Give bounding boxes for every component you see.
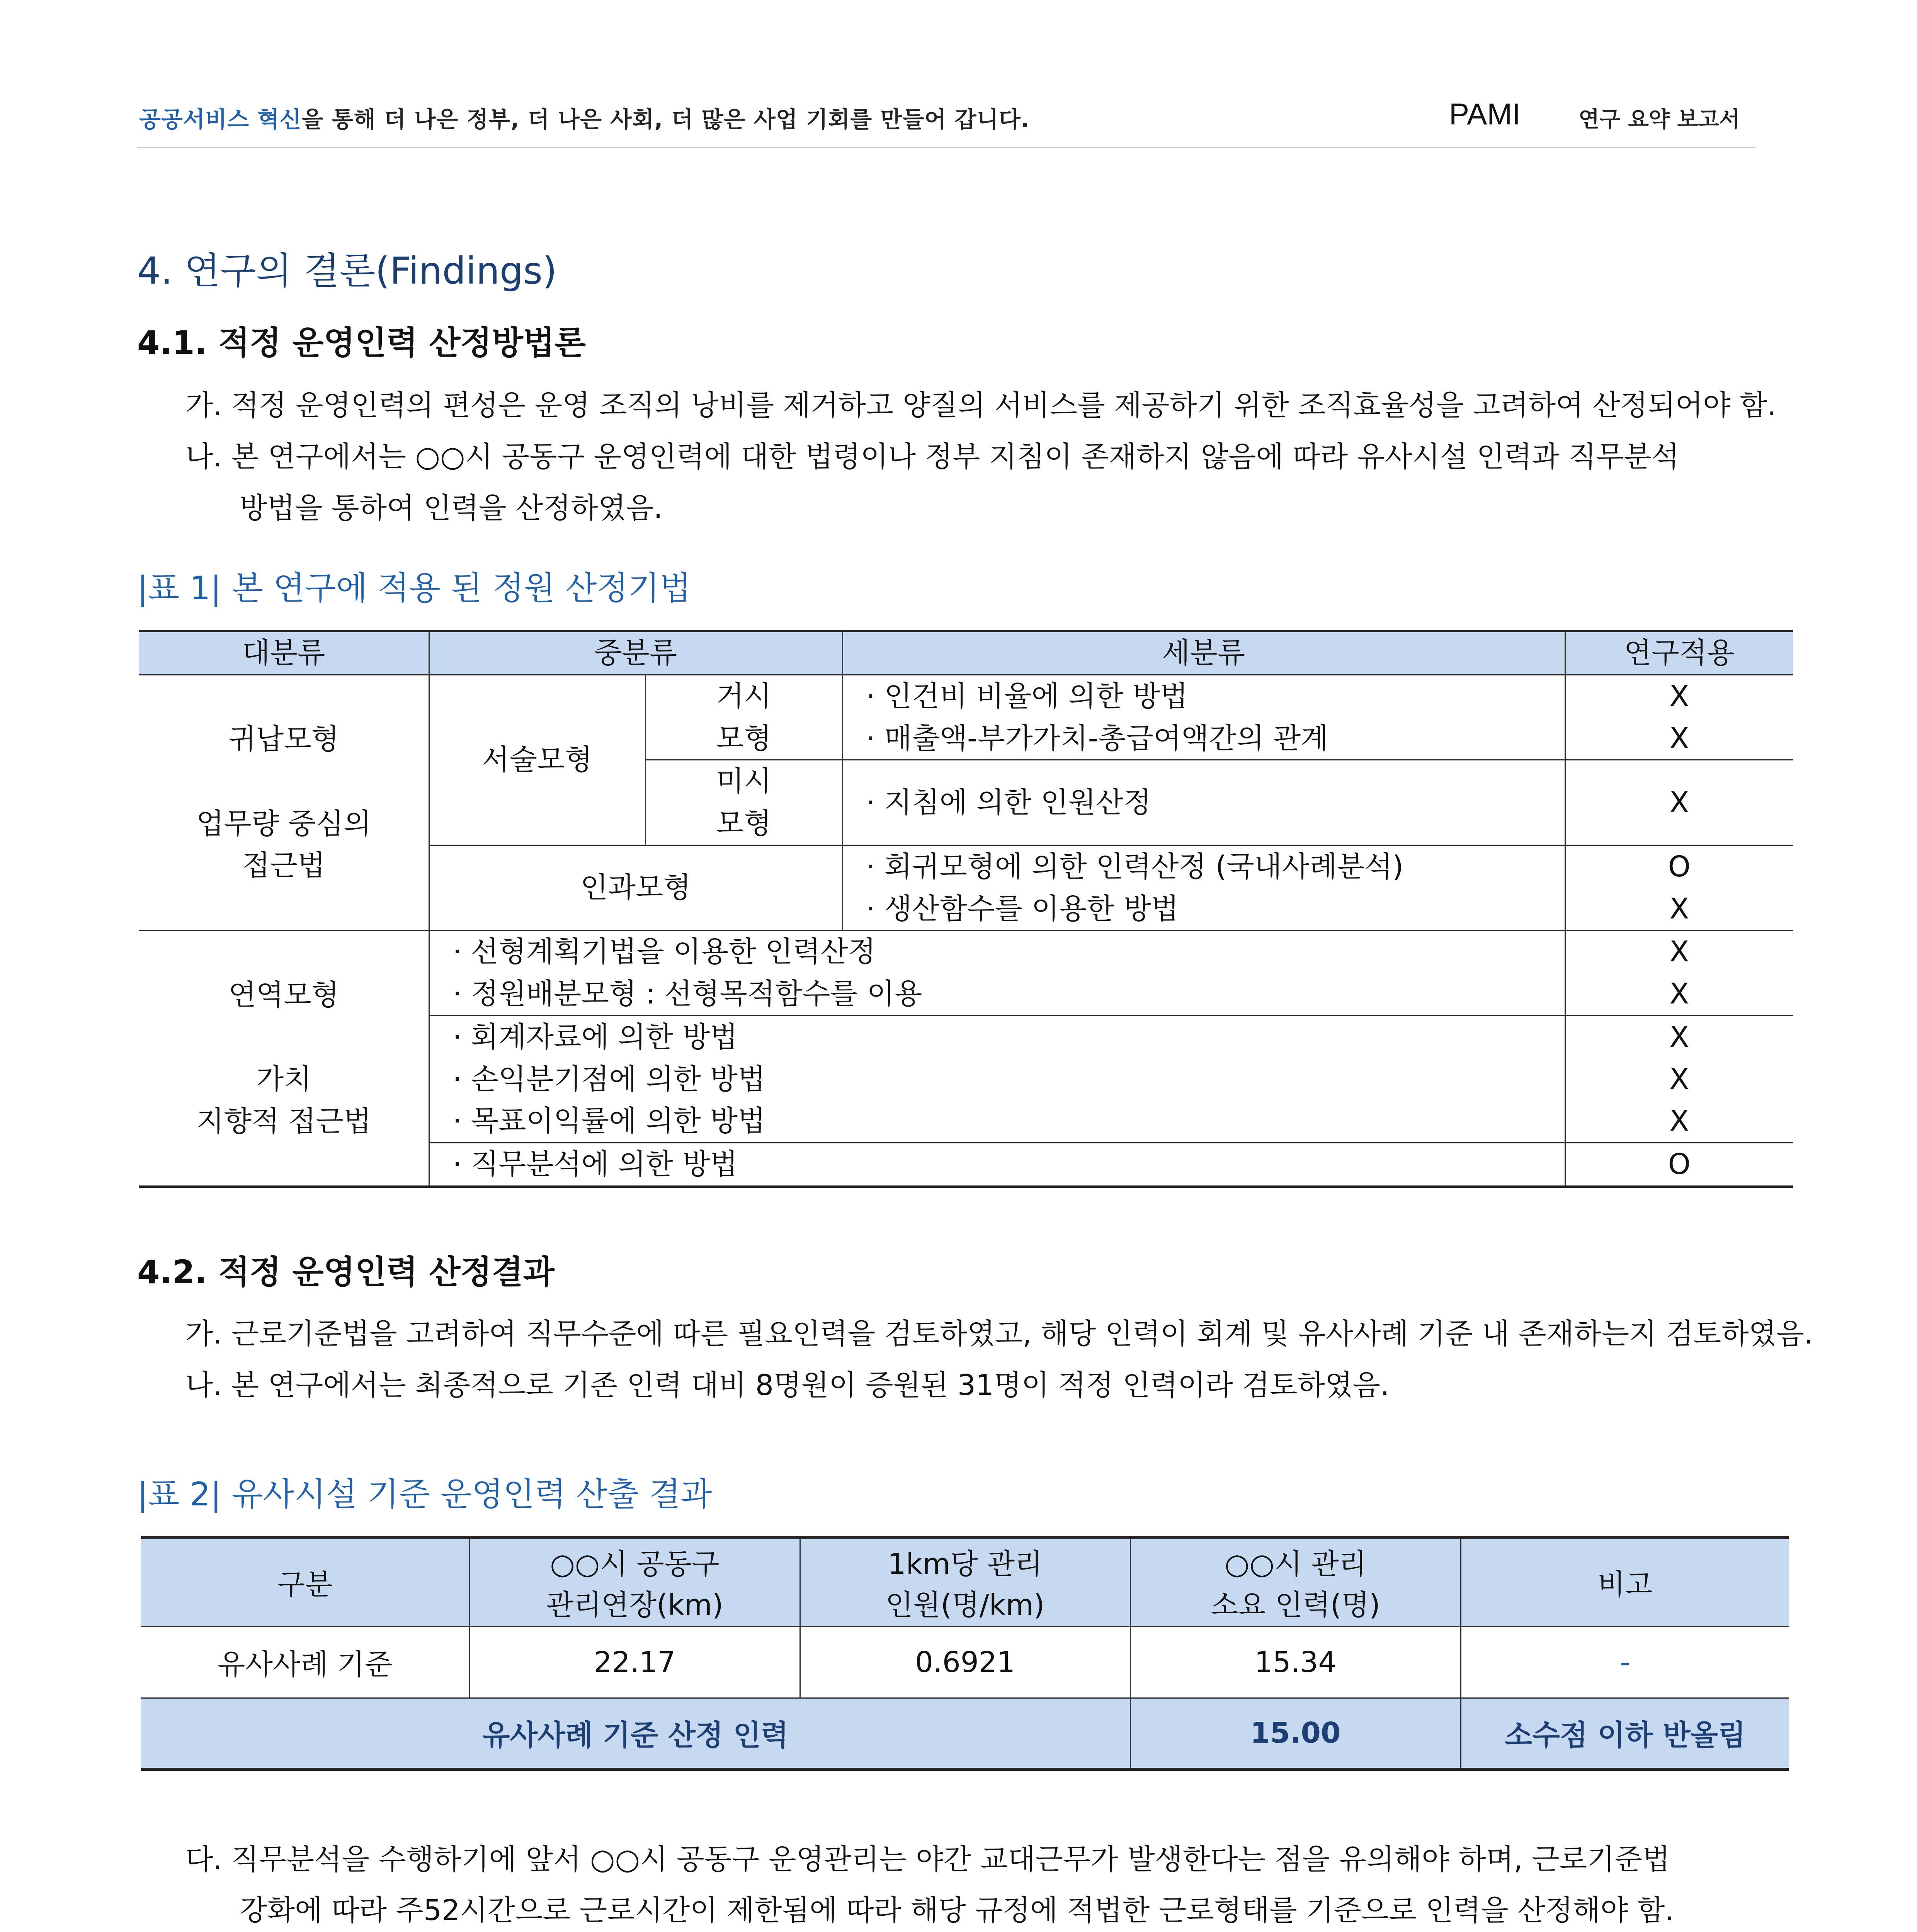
apply-cell: X: [1565, 760, 1793, 845]
table1-major-inductive: [139, 675, 429, 930]
apply-cell: O: [1565, 1143, 1793, 1187]
table1-mid-descriptive: 서술모형: [429, 675, 645, 845]
method-cell: · 인건비 비율에 의한 방법: [842, 675, 1565, 717]
major-label: 업무량 중심의: [196, 807, 371, 840]
table1-header-sub: 세분류: [842, 631, 1565, 675]
major-label: 가치: [256, 1063, 311, 1096]
table1: [139, 630, 1793, 1188]
paragraph-4-2-da-line1: 다. 직무분석을 수행하기에 앞서 ○○시 공동구 운영관리는 야간 교대근무가 발생한다는 점을 유의해야 하며, 근로기준법: [185, 1843, 1670, 1876]
table2-sum-label: 유사사례 기준 산정 인력: [141, 1698, 1130, 1769]
apply-cell: X: [1565, 1015, 1793, 1058]
subsection-title-4-1: 4.1. 적정 운영인력 산정방법론: [137, 324, 586, 362]
section-title: 4. 연구의 결론(Findings): [137, 249, 557, 293]
table2-sum-note: 소수점 이하 반올림: [1461, 1698, 1789, 1769]
table2-header-length: [469, 1537, 800, 1626]
micro-label: 모형: [716, 807, 772, 840]
apply-cell: O: [1565, 845, 1793, 888]
paragraph-4-2-ga: 가. 근로기준법을 고려하여 직무수준에 따른 필요인력을 검토하였고, 해당 인력이 회계 및 유사사례 기준 내 존재하는지 검토하였음.: [185, 1317, 1813, 1350]
apply-cell: X: [1565, 1100, 1793, 1143]
major-label: 연역모형: [228, 978, 339, 1012]
table-row: [139, 930, 1793, 973]
macro-label: 모형: [716, 721, 772, 755]
table2-row-label: 유사사례 기준: [141, 1626, 469, 1698]
table2: [141, 1536, 1789, 1771]
tagline-rest: 을 통해 더 나은 정부, 더 나은 사회, 더 많은 사업 기회를 만들어 갑니다.: [301, 106, 1030, 133]
macro-label: 거시: [716, 679, 772, 713]
header-line: 소요 인력(명): [1211, 1588, 1380, 1622]
method-cell: · 직무분석에 의한 방법: [429, 1143, 1565, 1187]
apply-cell: X: [1565, 888, 1793, 930]
micro-label: 미시: [716, 765, 772, 798]
table2-sum-value: 15.00: [1130, 1698, 1461, 1769]
table-row: [141, 1626, 1789, 1698]
table2-header-per-km: [800, 1537, 1130, 1626]
paragraph-4-1-na-line2: 방법을 통하여 인력을 산정하였음.: [240, 492, 663, 525]
header-divider: [137, 147, 1756, 148]
header-tagline: [139, 101, 1030, 134]
table2-header-need: [1130, 1537, 1461, 1626]
paragraph-4-2-da-line2: 강화에 따라 주52시간으로 근로시간이 제한됨에 따라 해당 규정에 적법한 근로형태를 기준으로 인력을 산정해야 함.: [240, 1894, 1674, 1927]
table1-header-mid: 중분류: [429, 631, 842, 675]
apply-cell: X: [1565, 718, 1793, 760]
table2-header-category: 구분: [141, 1537, 469, 1626]
header-line: 인원(명/km): [885, 1588, 1045, 1622]
apply-cell: X: [1565, 1058, 1793, 1100]
table2-row-need: 15.34: [1130, 1626, 1461, 1698]
apply-cell: X: [1565, 675, 1793, 717]
table2-row-note: -: [1461, 1626, 1789, 1698]
method-cell: · 회계자료에 의한 방법: [429, 1015, 1565, 1058]
method-cell: · 매출액-부가가치-총급여액간의 관계: [842, 718, 1565, 760]
paragraph-4-1-ga: 가. 적정 운영인력의 편성은 운영 조직의 낭비를 제거하고 양질의 서비스를 제공하기 위한 조직효율성을 고려하여 산정되어야 함.: [185, 389, 1777, 422]
major-label: 접근법: [242, 849, 325, 883]
method-cell: · 생산함수를 이용한 방법: [842, 888, 1565, 930]
table1-header-apply: 연구적용: [1565, 631, 1793, 675]
paragraph-4-1-na-line1: 나. 본 연구에서는 ○○시 공동구 운영인력에 대한 법령이나 정부 지침이 존재하지 않음에 따라 유사시설 인력과 직무분석: [185, 440, 1679, 473]
header-line: ○○시 관리: [1224, 1548, 1367, 1581]
method-cell: · 지침에 의한 인원산정: [842, 760, 1565, 845]
method-cell: · 목표이익률에 의한 방법: [429, 1100, 1565, 1143]
apply-cell: X: [1565, 930, 1793, 973]
tagline-emphasis: 공공서비스 혁신: [139, 106, 302, 133]
header-line: ○○시 공동구: [550, 1548, 720, 1581]
major-label: 귀납모형: [228, 722, 339, 756]
header-line: 1km당 관리: [888, 1548, 1043, 1581]
table1-micro-model: [645, 760, 842, 845]
header-line: 관리연장(km): [546, 1588, 723, 1622]
table1-header-row: [139, 631, 1793, 675]
table2-header-row: [141, 1537, 1789, 1626]
apply-cell: X: [1565, 973, 1793, 1015]
header-report-type: 연구 요약 보고서: [1579, 107, 1740, 132]
method-cell: · 정원배분모형 : 선형목적함수를 이용: [429, 973, 1565, 1015]
method-cell: · 손익분기점에 의한 방법: [429, 1058, 1565, 1100]
table1-mid-causal: 인과모형: [429, 845, 842, 930]
table2-caption: |표 2| 유사시설 기준 운영인력 산출 결과: [137, 1475, 712, 1513]
table2-header-note: 비고: [1461, 1537, 1789, 1626]
header-brand: PAMI: [1449, 97, 1521, 131]
table2-row-length: 22.17: [469, 1626, 800, 1698]
subsection-title-4-2: 4.2. 적정 운영인력 산정결과: [137, 1253, 555, 1291]
table-row: [139, 675, 1793, 717]
table1-macro-model: [645, 675, 842, 760]
method-cell: · 선형계획기법을 이용한 인력산정: [429, 930, 1565, 973]
table1-caption: |표 1| 본 연구에 적용 된 정원 산정기법: [137, 569, 691, 607]
paragraph-4-2-na: 나. 본 연구에서는 최종적으로 기존 인력 대비 8명원이 증원된 31명이 적정 인력이라 검토하였음.: [185, 1369, 1390, 1402]
table1-major-deductive: [139, 930, 429, 1187]
table1-header-major: 대분류: [139, 631, 429, 675]
table2-row-per-km: 0.6921: [800, 1626, 1130, 1698]
method-cell: · 회귀모형에 의한 인력산정 (국내사례분석): [842, 845, 1565, 888]
major-label: 지향적 접근법: [196, 1105, 371, 1138]
table2-sum-row: [141, 1698, 1789, 1769]
